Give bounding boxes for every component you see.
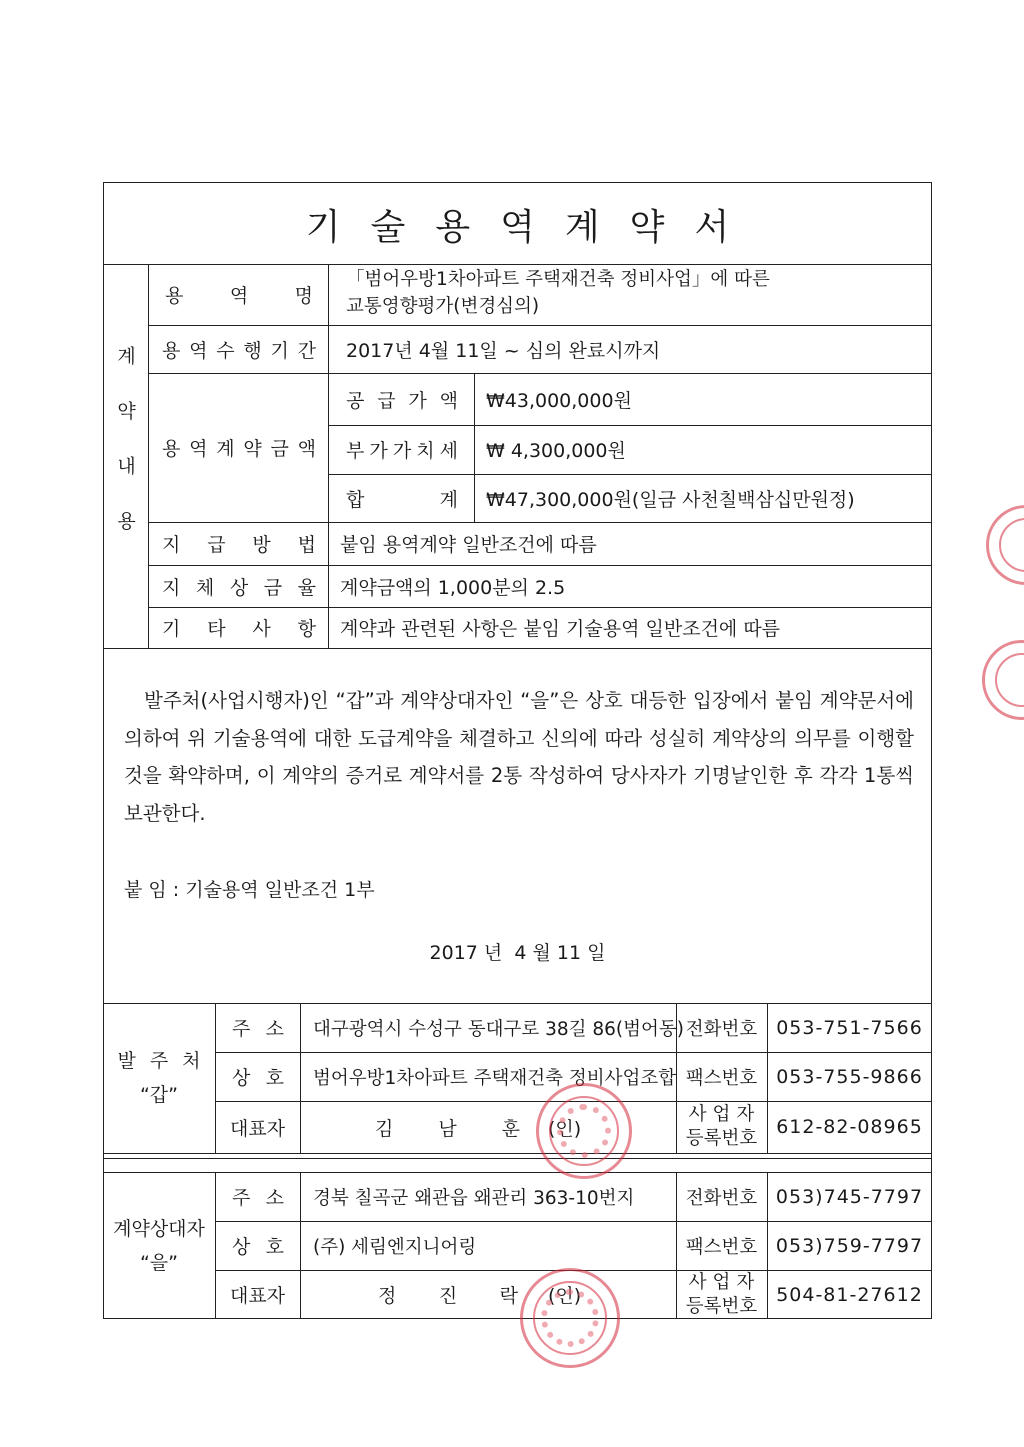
contract-date: 2017 년 4 월 11 일 <box>429 941 606 964</box>
party-b-reg-label <box>676 1270 767 1319</box>
label-char: 금 <box>263 576 283 599</box>
label-char: 소 <box>265 1187 284 1209</box>
supply-label <box>346 373 458 425</box>
label-char: 율 <box>297 576 316 599</box>
label-char: 상 <box>232 1067 251 1089</box>
party-a-seal-mark: (인) <box>548 1117 582 1140</box>
party-a-address-label <box>232 1003 284 1052</box>
party-b-role-text: 계약상대자 <box>113 1217 205 1240</box>
party-a-fax-label: 팩스번호 <box>685 1067 758 1089</box>
divider <box>328 264 329 648</box>
label-char: 상 <box>229 576 249 599</box>
divider <box>300 1172 301 1319</box>
label-char: 주 <box>232 1187 251 1209</box>
title-text: 기술용역계약서 <box>305 206 760 248</box>
party-b-reg: 504-81-27612 <box>776 1283 923 1306</box>
party-a-reg: 612-82-08965 <box>776 1116 923 1138</box>
party-b-rep <box>378 1270 518 1319</box>
label-char: 급 <box>207 534 226 556</box>
label-char: 타 <box>207 618 226 640</box>
label-char: 상 <box>232 1236 251 1258</box>
party-a-tag: “갑” <box>139 1084 179 1106</box>
party-a-seal-stamp <box>536 1083 632 1179</box>
service-name-value <box>346 266 926 320</box>
service-name-line1: 「범어우방1차아파트 주택재건축 정비사업」에 따른 <box>346 269 770 290</box>
label-char: 김 <box>375 1117 394 1140</box>
party-b-phone-label: 전화번호 <box>685 1187 758 1209</box>
divider <box>103 648 932 649</box>
label-char: 항 <box>297 618 316 640</box>
label-char: 역 <box>229 285 249 307</box>
party-b-name: (주) 세림엔지니어링 <box>313 1236 477 1258</box>
label-char: 수 <box>216 339 235 362</box>
party-b-fax-label: 팩스번호 <box>685 1236 758 1258</box>
party-b-rep-label: 대표자 <box>229 1285 286 1307</box>
party-b-fax: 053)759-7797 <box>775 1234 924 1257</box>
party-a-fax: 053-755-9866 <box>776 1065 923 1088</box>
label-char: 합 <box>346 488 365 511</box>
label-char: 세 <box>439 440 458 462</box>
label-char: 역 <box>189 339 208 362</box>
period-label <box>162 325 316 373</box>
label-char: 급 <box>377 389 396 412</box>
margin-seal-stamp <box>986 505 1024 585</box>
section-label-text: 계약내용 <box>114 346 136 566</box>
party-a-role-text: 발주처 <box>117 1050 215 1072</box>
attachment-note: 붙 임 : 기술용역 일반조건 1부 <box>124 878 375 901</box>
party-a-role <box>103 1003 215 1153</box>
label-char: 호 <box>265 1236 284 1258</box>
label-char: 가 <box>408 389 427 412</box>
section-label <box>103 264 148 648</box>
label-char: 약 <box>243 438 262 460</box>
payment-value: 붙임 용역계약 일반조건에 따름 <box>340 534 597 556</box>
label-char: 공 <box>346 389 365 412</box>
party-b-reg-label-l2: 등록번호 <box>685 1295 758 1317</box>
label-char: 호 <box>265 1067 284 1089</box>
body-paragraph: 발주처(사업시행자)인 “갑”과 계약상대자인 “을”은 상호 대등한 입장에서 붙임 계약문서에 의하여 위 기술용역에 대한 도급계약을 체결하고 신의에 따라 성실히 계약상의 의무를 이행할 것을 확약하며, 이 계약의 증거로 계약서를 2통 작성하여 당사자가 기명날인한 후 각각 1통씩 보관한다. <box>124 689 914 825</box>
vat-label <box>346 425 458 474</box>
amount-label <box>162 373 316 522</box>
label-char: 용 <box>165 285 184 307</box>
label-char: 기 <box>270 339 289 362</box>
label-char: 체 <box>195 576 215 599</box>
label-char: 금 <box>270 438 289 460</box>
party-b-phone: 053)745-7797 <box>775 1185 924 1208</box>
party-b-reg-label-l1: 사업자 <box>688 1271 761 1293</box>
party-a-reg-label-l2: 등록번호 <box>685 1128 758 1149</box>
label-char: 지 <box>162 534 181 556</box>
service-name-line2: 교통영향평가(변경심의) <box>346 296 540 317</box>
label-char: 치 <box>416 440 435 462</box>
period-value: 2017년 4월 11일 ~ 심의 완료시까지 <box>346 339 661 362</box>
label-char: 진 <box>438 1285 458 1307</box>
label-char: 가 <box>369 440 388 462</box>
divider <box>300 1003 301 1153</box>
document-title <box>103 184 932 264</box>
party-a-rep <box>375 1101 520 1153</box>
label-char: 주 <box>232 1018 251 1040</box>
party-b-tag: “을” <box>139 1251 179 1274</box>
label-char: 액 <box>439 389 458 412</box>
vat-value: ₩ 4,300,000원 <box>486 440 626 462</box>
label-char: 방 <box>252 534 271 556</box>
label-char: 법 <box>297 534 316 556</box>
party-b-name-label <box>232 1221 284 1270</box>
label-char: 지 <box>162 576 181 599</box>
party-a-reg-label <box>676 1101 767 1153</box>
party-a-reg-label-l1: 사업자 <box>688 1104 761 1125</box>
party-b-seal-mark: (인) <box>548 1285 582 1307</box>
label-char: 명 <box>294 285 313 307</box>
label-char: 소 <box>265 1018 284 1040</box>
label-char: 정 <box>378 1285 397 1307</box>
penalty-label <box>162 565 316 607</box>
penalty-value: 계약금액의 1,000분의 2.5 <box>340 576 566 599</box>
label-char: 부 <box>346 440 365 462</box>
label-char: 락 <box>499 1285 518 1307</box>
double-divider <box>103 1153 932 1159</box>
party-b-role <box>103 1172 215 1319</box>
divider <box>148 264 149 648</box>
label-char: 사 <box>252 618 271 640</box>
party-a-name: 범어우방1차아파트 주택재건축 정비사업조합 <box>313 1067 677 1089</box>
label-char: 남 <box>438 1117 457 1140</box>
other-value: 계약과 관련된 사항은 붙임 기술용역 일반조건에 따름 <box>340 618 781 640</box>
party-a-rep-label: 대표자 <box>229 1117 286 1140</box>
label-char: 용 <box>162 438 181 460</box>
total-label <box>346 474 458 522</box>
label-char: 용 <box>162 339 181 362</box>
label-char: 기 <box>162 618 181 640</box>
service-name-label <box>165 264 313 325</box>
label-char: 훈 <box>501 1117 520 1140</box>
party-a-name-label <box>232 1052 284 1101</box>
label-char: 역 <box>189 438 208 460</box>
label-char: 액 <box>297 438 316 460</box>
total-value: ₩47,300,000원(일금 사천칠백삼십만원정) <box>486 488 855 511</box>
supply-value: ₩43,000,000원 <box>486 389 632 412</box>
label-char: 가 <box>392 440 412 462</box>
label-char: 행 <box>243 339 262 362</box>
payment-label <box>162 522 316 565</box>
label-char: 간 <box>297 339 316 362</box>
party-a-phone-label: 전화번호 <box>685 1018 758 1040</box>
margin-seal-stamp <box>982 640 1024 720</box>
other-label <box>162 607 316 648</box>
party-b-seal-stamp <box>520 1268 620 1368</box>
party-a-address: 대구광역시 수성구 동대구로 38길 86(범어동) <box>313 1018 684 1040</box>
party-b-address-label <box>232 1172 284 1221</box>
party-a-phone: 053-751-7566 <box>776 1016 923 1039</box>
label-char: 계 <box>216 438 235 460</box>
divider <box>474 373 475 522</box>
party-b-address: 경북 칠곡군 왜관읍 왜관리 363-10번지 <box>313 1187 635 1209</box>
label-char: 계 <box>439 488 458 511</box>
